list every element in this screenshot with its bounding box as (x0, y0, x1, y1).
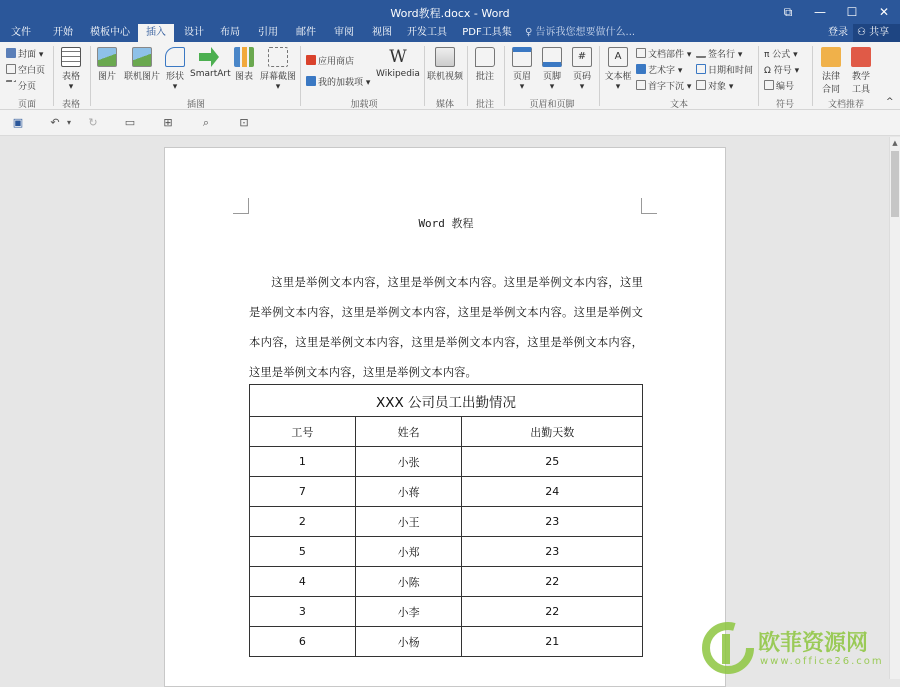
separator (812, 46, 813, 106)
cell-name[interactable]: 小陈 (355, 567, 462, 597)
legal-contract-label: 法律合同 (821, 72, 840, 95)
smartart-icon (199, 47, 219, 67)
page-break-label: 分页 (18, 82, 37, 92)
group-text: 文本 (669, 100, 688, 110)
object-label: 对象 (708, 82, 727, 92)
dropcap-button[interactable]: 首字下沉 ▾ (636, 79, 691, 92)
tab-developer[interactable]: 开发工具 (407, 27, 447, 38)
my-addins-button[interactable]: 我的加载项 ▾ (306, 75, 370, 88)
header-cell-name[interactable]: 姓名 (355, 417, 462, 447)
lightbulb-icon: ♀ (525, 27, 536, 38)
header-label: 页眉 (512, 72, 531, 82)
cell-days[interactable]: 22 (462, 567, 643, 597)
equation-label: 公式 (772, 50, 791, 60)
legal-contract-icon (821, 47, 841, 67)
omega-icon: Ω (764, 66, 774, 76)
window-title: Word教程.docx - Word (390, 7, 510, 20)
body-paragraph[interactable] (249, 268, 643, 388)
datetime-button[interactable] (696, 63, 753, 76)
cell-id[interactable]: 3 (250, 597, 356, 627)
cell-days[interactable]: 23 (462, 507, 643, 537)
object-icon (696, 80, 706, 90)
numbering-icon (764, 80, 774, 90)
cell-id[interactable]: 7 (250, 477, 356, 507)
close-icon[interactable]: ✕ (878, 5, 890, 19)
table-button[interactable]: 表格 ▾ (58, 47, 84, 92)
separator (424, 46, 425, 106)
wordart-icon (636, 64, 646, 74)
footer-icon (542, 47, 562, 67)
teaching-tools-label: 教学工具 (851, 72, 870, 95)
equation-button[interactable]: π 公式 ▾ (764, 50, 798, 60)
cell-days[interactable]: 21 (462, 627, 643, 657)
attendance-table[interactable] (249, 384, 643, 657)
wikipedia-icon: W (389, 47, 407, 67)
cell-name[interactable]: 小李 (355, 597, 462, 627)
screenshot-button[interactable]: 屏幕截图 ▾ (259, 47, 297, 92)
chart-label: 图表 (234, 72, 253, 82)
screenshot-label: 屏幕截图 (259, 72, 296, 82)
print-layout-icon[interactable]: ⊞ (163, 116, 173, 129)
save-icon[interactable]: ▣ (12, 116, 24, 129)
cell-name[interactable]: 小王 (355, 507, 462, 537)
table-row (250, 507, 643, 537)
page-number-icon: # (572, 47, 592, 67)
tab-file[interactable]: 文件 (11, 27, 31, 38)
tab-mailings[interactable]: 邮件 (296, 27, 316, 38)
margin-mark (233, 198, 249, 214)
textbox-icon: A (608, 47, 628, 67)
group-illustrations: 插图 (186, 100, 205, 110)
app-store-button[interactable] (306, 54, 354, 67)
shapes-button[interactable]: 形状 ▾ (163, 47, 187, 92)
tab-review[interactable]: 审阅 (334, 27, 354, 38)
calendar-icon (696, 64, 706, 74)
pi-icon: π (764, 50, 773, 60)
picture-icon (97, 47, 117, 67)
footer-button[interactable]: 页脚 ▾ (540, 47, 564, 92)
ribbon-insert (0, 42, 900, 110)
signature-line-button[interactable]: 签名行 ▾ (696, 47, 742, 60)
page-number-label: 页码 (572, 72, 591, 82)
online-video-button[interactable] (427, 47, 463, 82)
cell-days[interactable]: 24 (462, 477, 643, 507)
separator (53, 46, 54, 106)
separator (758, 46, 759, 106)
tab-design[interactable]: 设计 (184, 27, 204, 38)
picture-button[interactable] (94, 47, 120, 82)
group-header-footer: 页眉和页脚 (529, 100, 575, 110)
online-picture-label: 联机图片 (124, 72, 161, 82)
table-caption[interactable]: XXX 公司员工出勤情况 (250, 385, 643, 417)
quick-parts-icon (636, 48, 646, 58)
page-break-button[interactable] (6, 79, 36, 92)
video-icon (435, 47, 455, 67)
header-cell-id[interactable]: 工号 (250, 417, 356, 447)
numbering-button[interactable] (764, 79, 794, 92)
page-number-button[interactable]: # 页码 ▾ (570, 47, 594, 92)
table-label: 表格 (61, 72, 80, 82)
reading-mode-icon[interactable]: ▭ (124, 116, 136, 129)
table-row (250, 477, 643, 507)
store-icon (306, 55, 316, 65)
group-symbols: 符号 (775, 100, 794, 110)
header-icon (512, 47, 532, 67)
symbol-label: 符号 (773, 66, 792, 76)
separator (599, 46, 600, 106)
cover-page-icon (6, 48, 16, 58)
object-button[interactable]: 对象 ▾ (696, 79, 733, 92)
redo-icon[interactable]: ↻ (88, 116, 98, 129)
signature-line-label: 签名行 (708, 50, 736, 60)
online-picture-icon (132, 47, 152, 67)
cover-page-label: 封面 (18, 50, 37, 60)
office26-logo-icon (700, 620, 756, 676)
table-row (250, 567, 643, 597)
cell-name[interactable]: 小张 (355, 447, 462, 477)
cover-page-button[interactable]: 封面 ▾ (6, 47, 43, 60)
scroll-up-icon[interactable]: ▲ (892, 139, 898, 147)
my-addins-label: 我的加载项 (318, 78, 364, 88)
textbox-label: 文本框 (604, 72, 632, 82)
ribbon-display-options-icon[interactable]: ⧉ (783, 5, 793, 19)
vertical-scrollbar[interactable] (889, 137, 900, 679)
smartart-label: SmartArt (190, 69, 231, 79)
group-tables: 表格 (61, 100, 80, 110)
cell-id[interactable]: 2 (250, 507, 356, 537)
tab-references[interactable]: 引用 (258, 27, 278, 38)
tab-home[interactable]: 开始 (53, 27, 73, 38)
cell-name[interactable]: 小蒋 (355, 477, 462, 507)
online-picture-button[interactable] (124, 47, 160, 82)
tab-insert[interactable]: 插入 (138, 24, 174, 42)
separator (504, 46, 505, 106)
numbering-label: 编号 (776, 82, 795, 92)
signature-icon (696, 48, 706, 58)
datetime-label: 日期和时间 (708, 66, 754, 76)
cell-id[interactable]: 4 (250, 567, 356, 597)
header-cell-days[interactable]: 出勤天数 (462, 417, 643, 447)
maximize-icon[interactable]: ☐ (846, 5, 858, 19)
table-row (250, 627, 643, 657)
tell-me-text: 告诉我您想要做什么... (535, 27, 636, 38)
comment-button[interactable] (472, 47, 498, 82)
header-button[interactable]: 页眉 ▾ (510, 47, 534, 92)
watermark-brand: 欧菲资源网 (758, 631, 869, 656)
tab-templates[interactable]: 模板中心 (90, 27, 130, 38)
symbol-button[interactable]: Ω 符号 ▾ (764, 66, 800, 76)
document-page[interactable] (164, 147, 726, 687)
shapes-icon (165, 47, 185, 67)
table-row (250, 447, 643, 477)
page-break-icon (6, 80, 16, 90)
wikipedia-button[interactable] (376, 47, 420, 79)
ribbon-tabs (0, 24, 900, 42)
screenshot-icon (268, 47, 288, 67)
footer-label: 页脚 (542, 72, 561, 82)
chart-icon (234, 47, 254, 67)
cell-id[interactable]: 6 (250, 627, 356, 657)
cell-days[interactable]: 22 (462, 597, 643, 627)
quick-parts-label: 文档部件 (648, 50, 685, 60)
tab-pdf-tools[interactable]: PDF工具集 (462, 27, 512, 38)
undo-icon[interactable]: ↶ (50, 116, 60, 129)
person-icon: ⚇ (857, 27, 866, 38)
cell-days[interactable]: 25 (462, 447, 643, 477)
group-recommend: 文档推荐 (827, 100, 864, 110)
tell-me-box[interactable] (525, 24, 635, 42)
cell-name[interactable]: 小郑 (355, 537, 462, 567)
textbox-button[interactable]: A 文本框 ▾ (604, 47, 632, 92)
teaching-tools-icon (851, 47, 871, 67)
app-store-label: 应用商店 (318, 57, 355, 67)
share-button[interactable] (853, 24, 900, 42)
tab-view[interactable]: 视图 (372, 27, 392, 38)
chart-button[interactable] (232, 47, 256, 82)
site-watermark (700, 618, 900, 679)
minimize-icon[interactable]: — (814, 5, 826, 19)
group-addins: 加载项 (350, 100, 378, 110)
group-pages: 页面 (17, 100, 36, 110)
online-video-label: 联机视频 (427, 72, 464, 82)
document-header[interactable]: Word 教程 (418, 217, 474, 230)
shapes-label: 形状 (165, 72, 184, 82)
undo-dropdown-icon[interactable]: ▾ (66, 118, 71, 127)
dropcap-icon (636, 80, 646, 90)
group-media: 媒体 (435, 100, 454, 110)
cell-id[interactable]: 5 (250, 537, 356, 567)
touch-mode-icon[interactable]: ⊡ (239, 116, 249, 129)
blank-page-button[interactable] (6, 63, 45, 76)
print-preview-icon[interactable]: ⌕ (202, 116, 210, 129)
group-comments: 批注 (475, 100, 494, 110)
body-paragraph-text: 这里是举例文本内容，这里是举例文本内容。这里是举例文本内容，这里是举例文本内容，这里是举例文本内容，这里是举例文本内容。这里是举例文本内容，这里是举例文本内容，这里是举例文本内容，这里是举例文本内容，这里是举例文本内容，这里是举例文本内容。 (249, 276, 643, 379)
smartart-button[interactable] (190, 47, 231, 79)
wordart-label: 艺术字 (648, 66, 676, 76)
blank-page-icon (6, 64, 16, 74)
separator (90, 46, 91, 106)
share-label: 共享 (869, 27, 890, 38)
addins-icon (306, 76, 316, 86)
table-row (250, 537, 643, 567)
watermark-url: www.office26.com (760, 656, 884, 667)
table-icon (61, 47, 81, 67)
tab-layout[interactable]: 布局 (220, 27, 240, 38)
scrollbar-thumb[interactable] (891, 151, 899, 217)
comment-label: 批注 (475, 72, 494, 82)
margin-mark (641, 198, 657, 214)
legal-contract-button[interactable] (818, 47, 844, 95)
picture-label: 图片 (97, 72, 116, 82)
separator (467, 46, 468, 106)
collapse-ribbon-icon[interactable]: ^ (886, 97, 894, 107)
cell-days[interactable]: 23 (462, 537, 643, 567)
login-link[interactable]: 登录 (828, 27, 848, 38)
quick-parts-button[interactable]: 文档部件 ▾ (636, 47, 691, 60)
wordart-button[interactable]: 艺术字 ▾ (636, 63, 682, 76)
dropcap-label: 首字下沉 (648, 82, 685, 92)
blank-page-label: 空白页 (18, 66, 46, 76)
quick-access-toolbar (0, 110, 900, 136)
title-bar (0, 0, 900, 24)
table-row (250, 597, 643, 627)
wikipedia-label: Wikipedia (376, 69, 420, 79)
comment-icon (475, 47, 495, 67)
teaching-tools-button[interactable] (848, 47, 874, 95)
cell-name[interactable]: 小杨 (355, 627, 462, 657)
cell-id[interactable]: 1 (250, 447, 356, 477)
separator (300, 46, 301, 106)
